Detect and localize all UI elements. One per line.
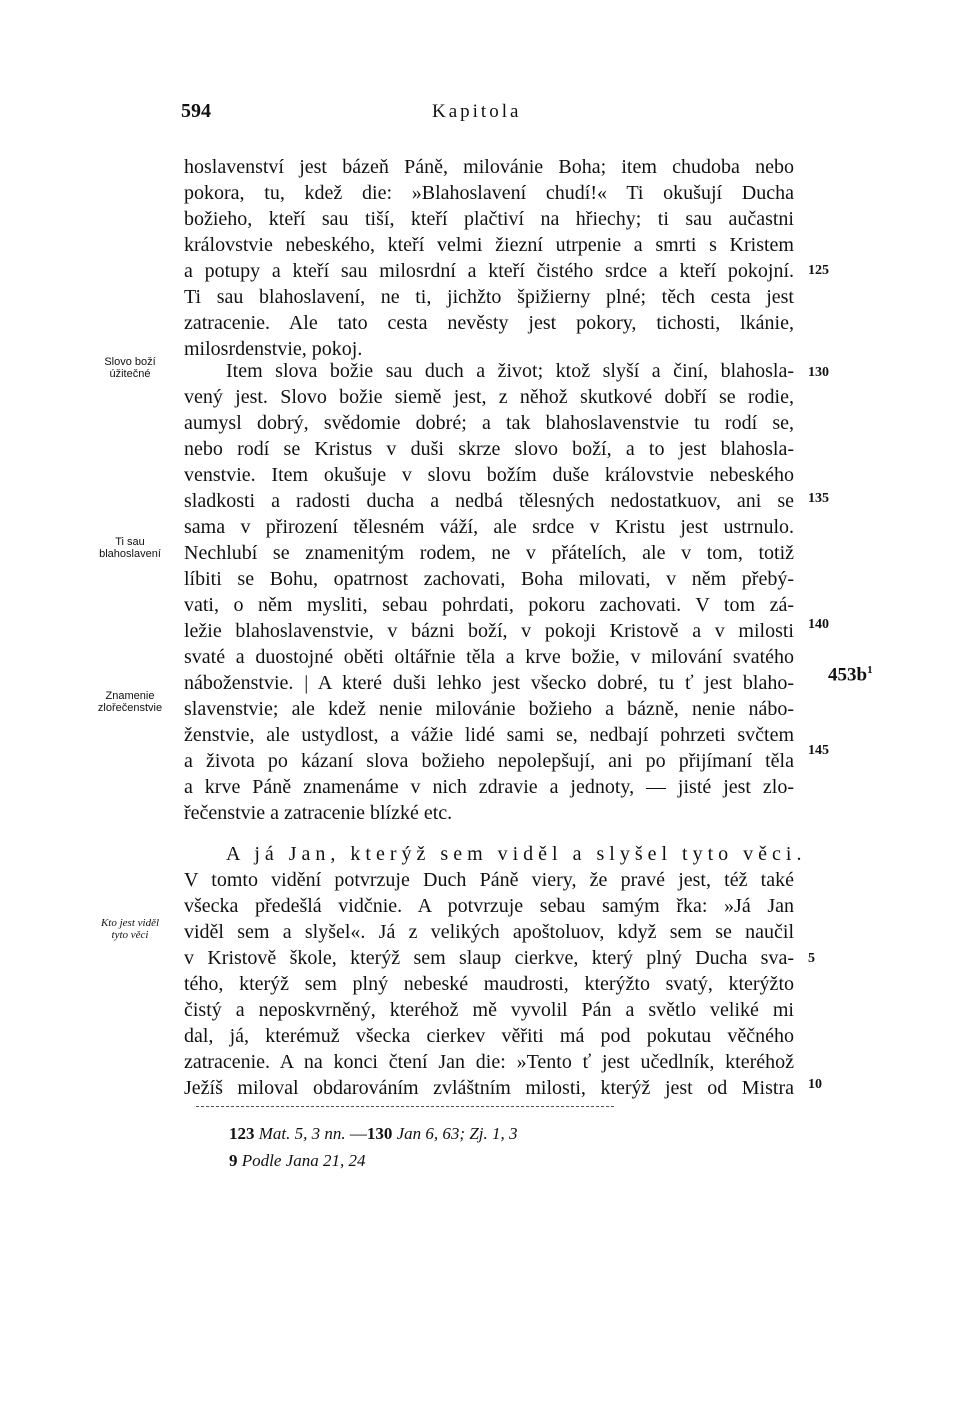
footnote-reference: Mat. 5, 3 nn.: [258, 1124, 346, 1143]
footnote-rule: [196, 1106, 614, 1107]
line-number: 130: [808, 365, 829, 380]
line-number: 125: [808, 263, 829, 278]
marginal-note: [78, 536, 182, 560]
marginal-note-line: zlořečenstvie: [97, 702, 163, 714]
marginal-note: [78, 917, 182, 941]
footnote-reference: Jan 6, 63; Zj. 1, 3: [396, 1124, 518, 1143]
folio-mark: [828, 664, 873, 686]
footnote-number: 123: [229, 1124, 255, 1143]
marginal-note-line: Ti sau: [115, 536, 145, 548]
text-line: sama v přirození tělesném váží, ale srdce v Kristu jest ustrnulo.: [184, 516, 794, 538]
text-line: slavenstvie; ale kdež nenie milovánie božieho a bázně, nenie nábo-: [184, 698, 794, 720]
footnote: [229, 1151, 365, 1171]
text-line: zatracenie. Ale tato cesta nevěsty jest pokory, tichosti, lkánie,: [184, 312, 794, 334]
marginal-note: [78, 690, 182, 714]
marginal-note-line: úžitečné: [109, 368, 151, 380]
page-header: [0, 100, 960, 130]
text-line: venstvie. Item okušuje v slovu božím duše královstvie nebeského: [184, 464, 794, 486]
text-line: V tomto vidění potvrzuje Duch Páně viery, že pravé jest, též také: [184, 869, 794, 891]
text-line: Ježíš miloval obdarováním zvláštním milosti, kterýž jest od Mistra: [184, 1077, 794, 1099]
text-line: čistý a neposkvrněný, kteréhož mě vyvolil Pán a světlo veliké mi: [184, 999, 794, 1021]
text-line: v Kristově škole, kterýž sem slaup cierkve, který plný Ducha sva-: [184, 947, 794, 969]
text-line: náboženstvie. | A které duši lehko jest všecko dobré, tu ť jest blaho-: [184, 672, 794, 694]
folio-mark-main: 453b: [828, 664, 868, 686]
text-line: královstvie nebeského, kteří velmi žiezní utrpenie a smrti s Kristem: [184, 234, 794, 256]
text-line: všecka předešlá vidčnie. A potvrzuje sebau samým řka: »Já Jan: [184, 895, 794, 917]
footnote: [229, 1124, 518, 1144]
text-line: milosrdenstvie, pokoj.: [184, 338, 363, 360]
text-line: Nechlubí se znamenitým rodem, ne v přátelích, ale v tom, totiž: [184, 542, 794, 564]
section-heading-line: A já Jan, kterýž sem viděl a slyšel tyto věci.: [226, 843, 807, 865]
marginal-note-line: Slovo boží: [104, 356, 156, 368]
marginal-note-line: Kto jest viděl: [100, 917, 160, 929]
marginal-note-line: blahoslavení: [99, 548, 161, 560]
text-line: aumysl dobrý, svědomie dobré; a tak blahoslavenstvie tu rodí se,: [184, 412, 794, 434]
footnote-number: 130: [366, 1124, 393, 1143]
text-line: a života po kázaní slova božieho nepolepšují, ani po přijímaní těla: [184, 750, 794, 772]
text-line: dal, já, kterémuž všecka cierkev věřiti má pod pokutau věčného: [184, 1025, 794, 1047]
line-number: 135: [808, 491, 829, 506]
line-number: 140: [808, 617, 829, 632]
footnote-number: 9: [229, 1151, 238, 1170]
folio-mark-sup: 1: [867, 664, 873, 676]
text-line: líbiti se Bohu, opatrnost zachovati, Boha milovati, v něm přebý-: [184, 568, 794, 590]
running-head: Kapitola: [432, 101, 522, 122]
text-line: svaté a duostojné oběti oltářnie těla a krve božie, v milování svatého: [184, 646, 794, 668]
text-line: sladkosti a radosti ducha a nedbá tělesných nedostatkuov, ani se: [184, 490, 794, 512]
text-line: pokora, tu, kdež die: »Blahoslavení chudí!« Ti okušují Ducha: [184, 182, 794, 204]
text-line: božieho, kteří sau tiší, kteří plačtiví na hřiechy; ti sau aučastni: [184, 208, 794, 230]
page-number: 594: [181, 100, 211, 122]
text-line: a potupy a kteří sau milosrdní a kteří čistého srdce a kteří pokojní.: [184, 260, 794, 282]
text-line: ležie blahoslavenstvie, v bázni boží, v pokoji Kristově a v milosti: [184, 620, 794, 642]
text-line: vený jest. Slovo božie siemě jest, z něhož skutkové dobří se rodie,: [184, 386, 794, 408]
text-line: řečenstvie a zatracenie blízké etc.: [184, 802, 453, 824]
text-line: tého, kterýž sem plný nebeské maudrosti, kterýžto svatý, kterýžto: [184, 973, 794, 995]
line-number: 10: [808, 1077, 822, 1092]
footnote-reference: Podle Jana 21, 24: [241, 1151, 366, 1170]
line-number: 5: [808, 951, 815, 966]
line-number: 145: [808, 743, 829, 758]
text-line: Item slova božie sau duch a život; ktož slyší a činí, blahosla-: [226, 360, 794, 382]
text-line: Ti sau blahoslavení, ne ti, jichžto špižierny plné; těch cesta jest: [184, 286, 794, 308]
footnote-separator: —: [349, 1124, 367, 1143]
text-line: ženstvie, ale ustydlost, a vážie lidé sami se, nedbají pohrzeti svčtem: [184, 724, 794, 746]
text-line: viděl sem a slyšel«. Já z velikých apoštoluov, když sem se naučil: [184, 921, 794, 943]
marginal-note-line: Znamenie: [105, 690, 155, 702]
text-line: nebo rodí se Kristus v duši skrze slovo boží, a to jest blahosla-: [184, 438, 794, 460]
marginal-note: [78, 356, 182, 380]
text-line: hoslavenství jest bázeň Páně, milovánie Boha; item chudoba nebo: [184, 156, 794, 178]
text-line: a krve Páně znamenáme v nich zdravie a jednoty, — jisté jest zlo-: [184, 776, 794, 798]
marginal-note-line: tyto věci: [111, 929, 149, 941]
text-line: vati, o něm mysliti, sebau pohrdati, pokoru zachovati. V tom zá-: [184, 594, 794, 616]
text-line: zatracenie. A na konci čtení Jan die: »Tento ť jest učedlník, kteréhož: [184, 1051, 794, 1073]
